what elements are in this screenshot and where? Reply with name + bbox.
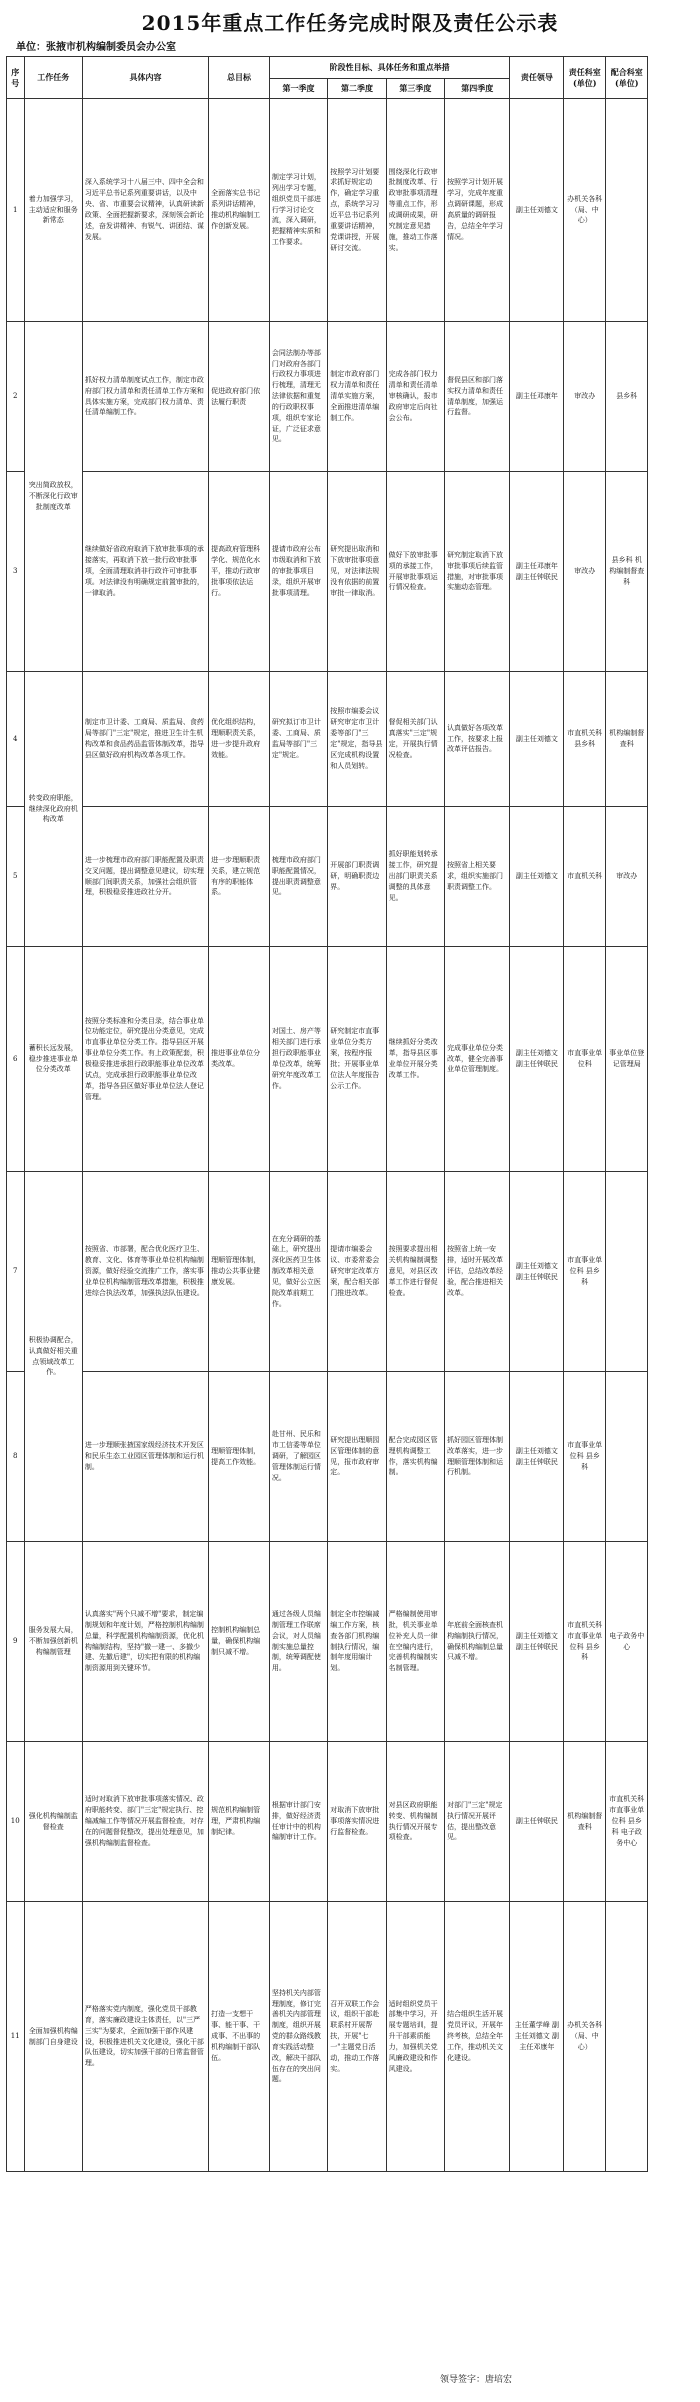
row-leader: 副主任邓康年 — [510, 322, 564, 472]
row-resp: 办机关各科（局、中心） — [564, 1902, 606, 2172]
row-q2: 对取消下放审批事项落实情况进行监督检查。 — [328, 1742, 386, 1902]
header-content: 具体内容 — [82, 57, 208, 99]
row-task: 蓄积长远发展，稳步推进事业单位分类改革 — [24, 947, 82, 1172]
row-q2: 研究提出取消和下放审批事项意见，对法律法规没有依据的前置审批一律取消。 — [328, 472, 386, 672]
header-no: 序号 — [7, 57, 25, 99]
table-row — [7, 807, 694, 947]
row-coop: 事业单位登记管理局 — [606, 947, 648, 1172]
row-q4: 抓好园区管理体制改革落实，进一步理顺管理体制和运行机制。 — [445, 1372, 510, 1542]
row-q3: 围绕深化行政审批制度改革、行政审批事项清理等重点工作，形成调研成果，研究制定意见措施，推动工作落实。 — [386, 99, 444, 322]
table-row — [7, 322, 694, 472]
row-q3: 完成各部门权力清单和责任清单审核确认，报市政府审定后向社会公布。 — [386, 322, 444, 472]
row-goal: 优化组织结构，理顺职责关系，进一步提升政府效能。 — [209, 672, 270, 807]
row-content: 抓好权力清单制度试点工作，制定市政府部门权力清单和责任清单工作方案和具体实施方案，完成部门权力清单、责任清单编制工作。 — [82, 322, 208, 472]
row-q4: 研究制定取消下放审批事项后续监管措施，对审批事项实施动态管理。 — [445, 472, 510, 672]
row-q1: 在充分调研的基础上，研究提出深化医药卫生体制改革相关意见，做好公立医院改革前期工作。 — [269, 1172, 327, 1372]
header-q2: 第二季度 — [328, 79, 386, 99]
row-no: 8 — [7, 1372, 25, 1542]
row-task: 全面加强机构编制部门自身建设 — [24, 1902, 82, 2172]
row-leader: 副主任邓康年 副主任钟联民 — [510, 472, 564, 672]
row-resp: 市直机关科 县乡科 — [564, 672, 606, 807]
row-content: 按照分类标准和分类目录，结合事业单位功能定位，研究提出分类意见，完成市直事业单位分类工作。指导县区开展事业单位分类工作。有上政策配套，积极稳妥推进承担行政职能事业单位改革试点，完成承担行政职能事业单位改革，指导各县区做好事业单位法人登记管理。 — [82, 947, 208, 1172]
unit-label: 单位：张掖市机构编制委员会办公室 — [16, 42, 176, 53]
table-row — [7, 947, 694, 1172]
row-q2: 开展部门职责调研，明确职责边界。 — [328, 807, 386, 947]
row-coop — [606, 99, 648, 322]
row-q4: 按照省上统一安排，适时开展改革评估，总结改革经验，配合推进相关改革。 — [445, 1172, 510, 1372]
row-no: 1 — [7, 99, 25, 322]
header-q4: 第四季度 — [445, 79, 510, 99]
row-goal: 规范机构编制管理，严肃机构编制纪律。 — [209, 1742, 270, 1902]
row-resp: 市直机关科 市直事业单位科 县乡科 — [564, 1542, 606, 1742]
row-content: 按照省、市部署，配合优化医疗卫生、教育、文化、体育等事业单位机构编制资源，做好经验交流推广工作，落实事业单位机构编制管理改革措施，积极推进综合执法改革，加强执法队伍建设。 — [82, 1172, 208, 1372]
row-task: 积极协调配合，认真做好相关重点领域改革工作。 — [24, 1172, 82, 1542]
row-coop — [606, 1372, 648, 1542]
row-q1: 会同法制办等部门对政府各部门行政权力事项进行梳理，清理无法律依据和重复的行政职权事项，组织专家论证，广泛征求意见。 — [269, 322, 327, 472]
row-q3: 督促相关部门认真落实"三定"规定，开展执行情况检查。 — [386, 672, 444, 807]
row-q3: 抓好职能划转承接工作，研究提出部门职责关系调整的具体意见。 — [386, 807, 444, 947]
row-goal: 进一步理顺职责关系，建立规范有序的职能体系。 — [209, 807, 270, 947]
row-q1: 提请市政府公布市级取消和下放的审批事项目录，组织开展审批事项清理。 — [269, 472, 327, 672]
row-q1: 研究拟订市卫计委、工商局、质监局等部门"三定"规定。 — [269, 672, 327, 807]
row-coop: 机构编制督查科 — [606, 672, 648, 807]
row-goal: 理顺管理体制，推动公共事业健康发展。 — [209, 1172, 270, 1372]
row-goal: 全面落实总书记系列讲话精神，推动机构编制工作创新发展。 — [209, 99, 270, 322]
row-leader: 副主任刘德文 — [510, 99, 564, 322]
row-q1: 对国土、房产等相关部门进行承担行政职能事业单位改革，统筹研究年度改革工作。 — [269, 947, 327, 1172]
header-goal: 总目标 — [209, 57, 270, 99]
row-q2: 按照学习计划要求抓好规定动作，确定学习重点，系统学习习近平总书记系列重要讲话精神，党课讲授，开展研讨交流。 — [328, 99, 386, 322]
table-row — [7, 672, 694, 807]
row-content: 继续做好省政府取消下放审批事项的承接落实，再取消下放一批行政审批事项，全面清理取消非行政许可审批事项。对法律没有明确规定前置审批的，一律取消。 — [82, 472, 208, 672]
row-resp: 市直事业单位科 县乡科 — [564, 1172, 606, 1372]
row-q1: 根据审计部门安排，做好经济责任审计中的机构编制审计工作。 — [269, 1742, 327, 1902]
row-q1: 通过各级人员编制管理工作联席会议，对人员编制实施总量控制，统筹调配使用。 — [269, 1542, 327, 1742]
row-content: 深入系统学习十八届三中、四中全会和习近平总书记系列重要讲话，以及中央、省、市重要会议精神，认真研读新政策、全面把握新要求，深刻领会新论述，奋发讲精神、有锐气、讲团结、谋发展。 — [82, 99, 208, 322]
row-q2: 制定市政府部门权力清单和责任清单实施方案，全面推进清单编制工作。 — [328, 322, 386, 472]
row-task: 强化机构编制监督检查 — [24, 1742, 82, 1902]
row-q3: 继续抓好分类改革，指导县区事业单位开展分类改革工作。 — [386, 947, 444, 1172]
table-row — [7, 1902, 694, 2172]
row-resp: 市直事业单位科 — [564, 947, 606, 1172]
row-resp: 市直事业单位科 县乡科 — [564, 1372, 606, 1542]
header-leader: 责任领导 — [510, 57, 564, 99]
row-q4: 对部门"三定"规定执行情况开展评估，提出整改意见。 — [445, 1742, 510, 1902]
row-q4: 按照省上相关要求，组织实施部门职责调整工作。 — [445, 807, 510, 947]
row-task: 服务发展大局，不断加强创新机构编制管理 — [24, 1542, 82, 1742]
row-goal: 推进事业单位分类改革。 — [209, 947, 270, 1172]
row-leader: 副主任刘德文 — [510, 672, 564, 807]
row-q4: 完成事业单位分类改革，健全完善事业单位管理制度。 — [445, 947, 510, 1172]
row-coop: 电子政务中心 — [606, 1542, 648, 1742]
row-content: 进一步梳理市政府部门职能配置及职责交叉问题，提出调整意见建议，切实理顺部门间职责关系，加强社会组织管理，积极稳妥推进政社分开。 — [82, 807, 208, 947]
leader-signature: 领导签字：唐培宏 — [440, 2375, 513, 2385]
row-coop: 县乡科 机构编制督查科 — [606, 472, 648, 672]
row-task: 突出简政放权，不断深化行政审批制度改革 — [24, 322, 82, 672]
row-no: 11 — [7, 1902, 25, 2172]
row-q4: 认真做好各项改革工作，按要求上报改革评估报告。 — [445, 672, 510, 807]
row-no: 3 — [7, 472, 25, 672]
header-q3: 第三季度 — [386, 79, 444, 99]
row-leader: 副主任刘德文 副主任钟联民 — [510, 947, 564, 1172]
header-q1: 第一季度 — [269, 79, 327, 99]
header-stage: 阶段性目标、具体任务和重点举措 — [269, 57, 510, 79]
row-goal: 打造一支想干事、能干事、干成事、不出事的机构编制干部队伍。 — [209, 1902, 270, 2172]
table-row — [7, 472, 694, 672]
table-row — [7, 1542, 694, 1742]
row-content: 进一步理顺张掖国家级经济技术开发区和民乐生态工业园区管理体制和运行机制。 — [82, 1372, 208, 1542]
row-q3: 做好下放审批事项的承接工作，开展审批事项运行情况检查。 — [386, 472, 444, 672]
table-row — [7, 1742, 694, 1902]
row-resp: 机构编制督查科 — [564, 1742, 606, 1902]
row-coop: 市直机关科 市直事业单位科 县乡科 电子政务中心 — [606, 1742, 648, 1902]
row-no: 9 — [7, 1542, 25, 1742]
row-no: 4 — [7, 672, 25, 807]
row-q4: 按照学习计划开展学习，完成年度重点调研课题，形成高质量的调研报告，总结全年学习情况。 — [445, 99, 510, 322]
row-leader: 副主任刘德文 副主任钟联民 — [510, 1542, 564, 1742]
row-resp: 审改办 — [564, 472, 606, 672]
row-task: 着力加强学习，主动适应和服务新常态 — [24, 99, 82, 322]
row-q3: 适时组织党员干部集中学习，开展专题培训，提升干部素质能力，加强机关党风廉政建设和作风建设。 — [386, 1902, 444, 2172]
row-q3: 严格编制使用审批，机关事业单位补充人员一律在空编内进行，完善机构编制实名制管理。 — [386, 1542, 444, 1742]
row-resp: 市直机关科 — [564, 807, 606, 947]
row-task: 转变政府职能，继续深化政府机构改革 — [24, 672, 82, 947]
row-q2: 研究提出理顺园区管理体制的意见，报市政府审定。 — [328, 1372, 386, 1542]
row-coop — [606, 1172, 648, 1372]
row-leader: 副主任刘德文 — [510, 807, 564, 947]
row-no: 7 — [7, 1172, 25, 1372]
task-table — [6, 56, 694, 2172]
row-q2: 按照市编委会议研究审定市卫计委等部门"三定"规定，指导县区完成机构设置和人员划转。 — [328, 672, 386, 807]
row-q3: 对县区政府职能转变、机构编制执行情况开展专项检查。 — [386, 1742, 444, 1902]
row-leader: 副主任刘德文 副主任钟联民 — [510, 1372, 564, 1542]
row-goal: 理顺管理体制，提高工作效能。 — [209, 1372, 270, 1542]
page-title: 2015年重点工作任务完成时限及责任公示表 — [141, 11, 559, 35]
row-q4: 督促县区和部门落实权力清单和责任清单制度，加强运行监督。 — [445, 322, 510, 472]
row-goal: 提高政府管理科学化、规范化水平，推动行政审批事项依法运行。 — [209, 472, 270, 672]
row-content: 认真落实"两个只减不增"要求，制定编制规划和年度计划，严格控制机构编制总量，科学配置机构编制资源，优化机构编制结构，坚持"撤一建一、多撤少建、先撤后建"，切实把有限的机构编制资源用到关键环节。 — [82, 1542, 208, 1742]
table-row — [7, 99, 694, 322]
row-leader: 主任董学峰 副主任刘德文 副主任邓康年 — [510, 1902, 564, 2172]
row-resp: 办机关各科（局、中心） — [564, 99, 606, 322]
row-no: 10 — [7, 1742, 25, 1902]
row-q4: 年底前全面核查机构编制执行情况，确保机构编制总量只减不增。 — [445, 1542, 510, 1742]
row-q2: 制定全市控编减编工作方案，核查各部门机构编制执行情况，编制年度用编计划。 — [328, 1542, 386, 1742]
row-q1: 赴甘州、民乐和市工信委等单位调研，了解园区管理体制运行情况。 — [269, 1372, 327, 1542]
row-coop: 县乡科 — [606, 322, 648, 472]
row-no: 2 — [7, 322, 25, 472]
row-goal: 控制机构编制总量，确保机构编制只减不增。 — [209, 1542, 270, 1742]
header-task: 工作任务 — [24, 57, 82, 99]
row-content: 严格落实党内制度，强化党员干部教育，落实廉政建设主体责任，以"三严三实"为要求，全面加强干部作风建设，积极推进机关文化建设，强化干部队伍建设，切实加强干部的日常监督管理。 — [82, 1902, 208, 2172]
row-content: 适时对取消下放审批事项落实情况、政府职能转变、部门"三定"规定执行、控编减编工作等情况开展监督检查，对存在的问题督促整改，提出处理意见，加强机构编制监督检查。 — [82, 1742, 208, 1902]
row-no: 6 — [7, 947, 25, 1172]
row-leader: 副主任刘德文 副主任钟联民 — [510, 1172, 564, 1372]
row-leader: 副主任钟联民 — [510, 1742, 564, 1902]
row-no: 5 — [7, 807, 25, 947]
row-coop: 审改办 — [606, 807, 648, 947]
row-content: 制定市卫计委、工商局、质监局、食药局等部门"三定"规定，推进卫生计生机构改革和食品药品监管体制改革，指导县区做好政府机构改革各项工作。 — [82, 672, 208, 807]
row-q1: 梳理市政府部门职能配置情况，提出职责调整意见。 — [269, 807, 327, 947]
row-q1: 制定学习计划，列出学习专题，组织党员干部进行学习讨论交流，深入调研，把握精神实质和工作要求。 — [269, 99, 327, 322]
row-q1: 坚持机关内部管理制度，修订完善机关内部管理制度，组织开展党的群众路线教育实践活动整改，解决干部队伍存在的突出问题。 — [269, 1902, 327, 2172]
row-q2: 研究制定市直事业单位分类方案，按程序报批；开展事业单位法人年度报告公示工作。 — [328, 947, 386, 1172]
row-q2: 召开双联工作会议，组织干部赴联系村开展帮扶，开展"七一"主题党日活动，推动工作落实。 — [328, 1902, 386, 2172]
row-coop — [606, 1902, 648, 2172]
row-q4: 结合组织生活开展党员评议，开展年终考核，总结全年工作，推动机关文化建设。 — [445, 1902, 510, 2172]
row-q2: 提请市编委会议、市委常委会研究审定改革方案，配合相关部门推进改革。 — [328, 1172, 386, 1372]
row-q3: 配合完成园区管理机构调整工作，落实机构编制。 — [386, 1372, 444, 1542]
table-row — [7, 1172, 694, 1372]
header-resp: 责任科室(单位) — [564, 57, 606, 99]
row-q3: 按照要求提出相关机构编制调整意见，对县区改革工作进行督促检查。 — [386, 1172, 444, 1372]
row-resp: 审改办 — [564, 322, 606, 472]
row-goal: 促进政府部门依法履行职责 — [209, 322, 270, 472]
table-row — [7, 1372, 694, 1542]
header-coop: 配合科室(单位) — [606, 57, 648, 99]
